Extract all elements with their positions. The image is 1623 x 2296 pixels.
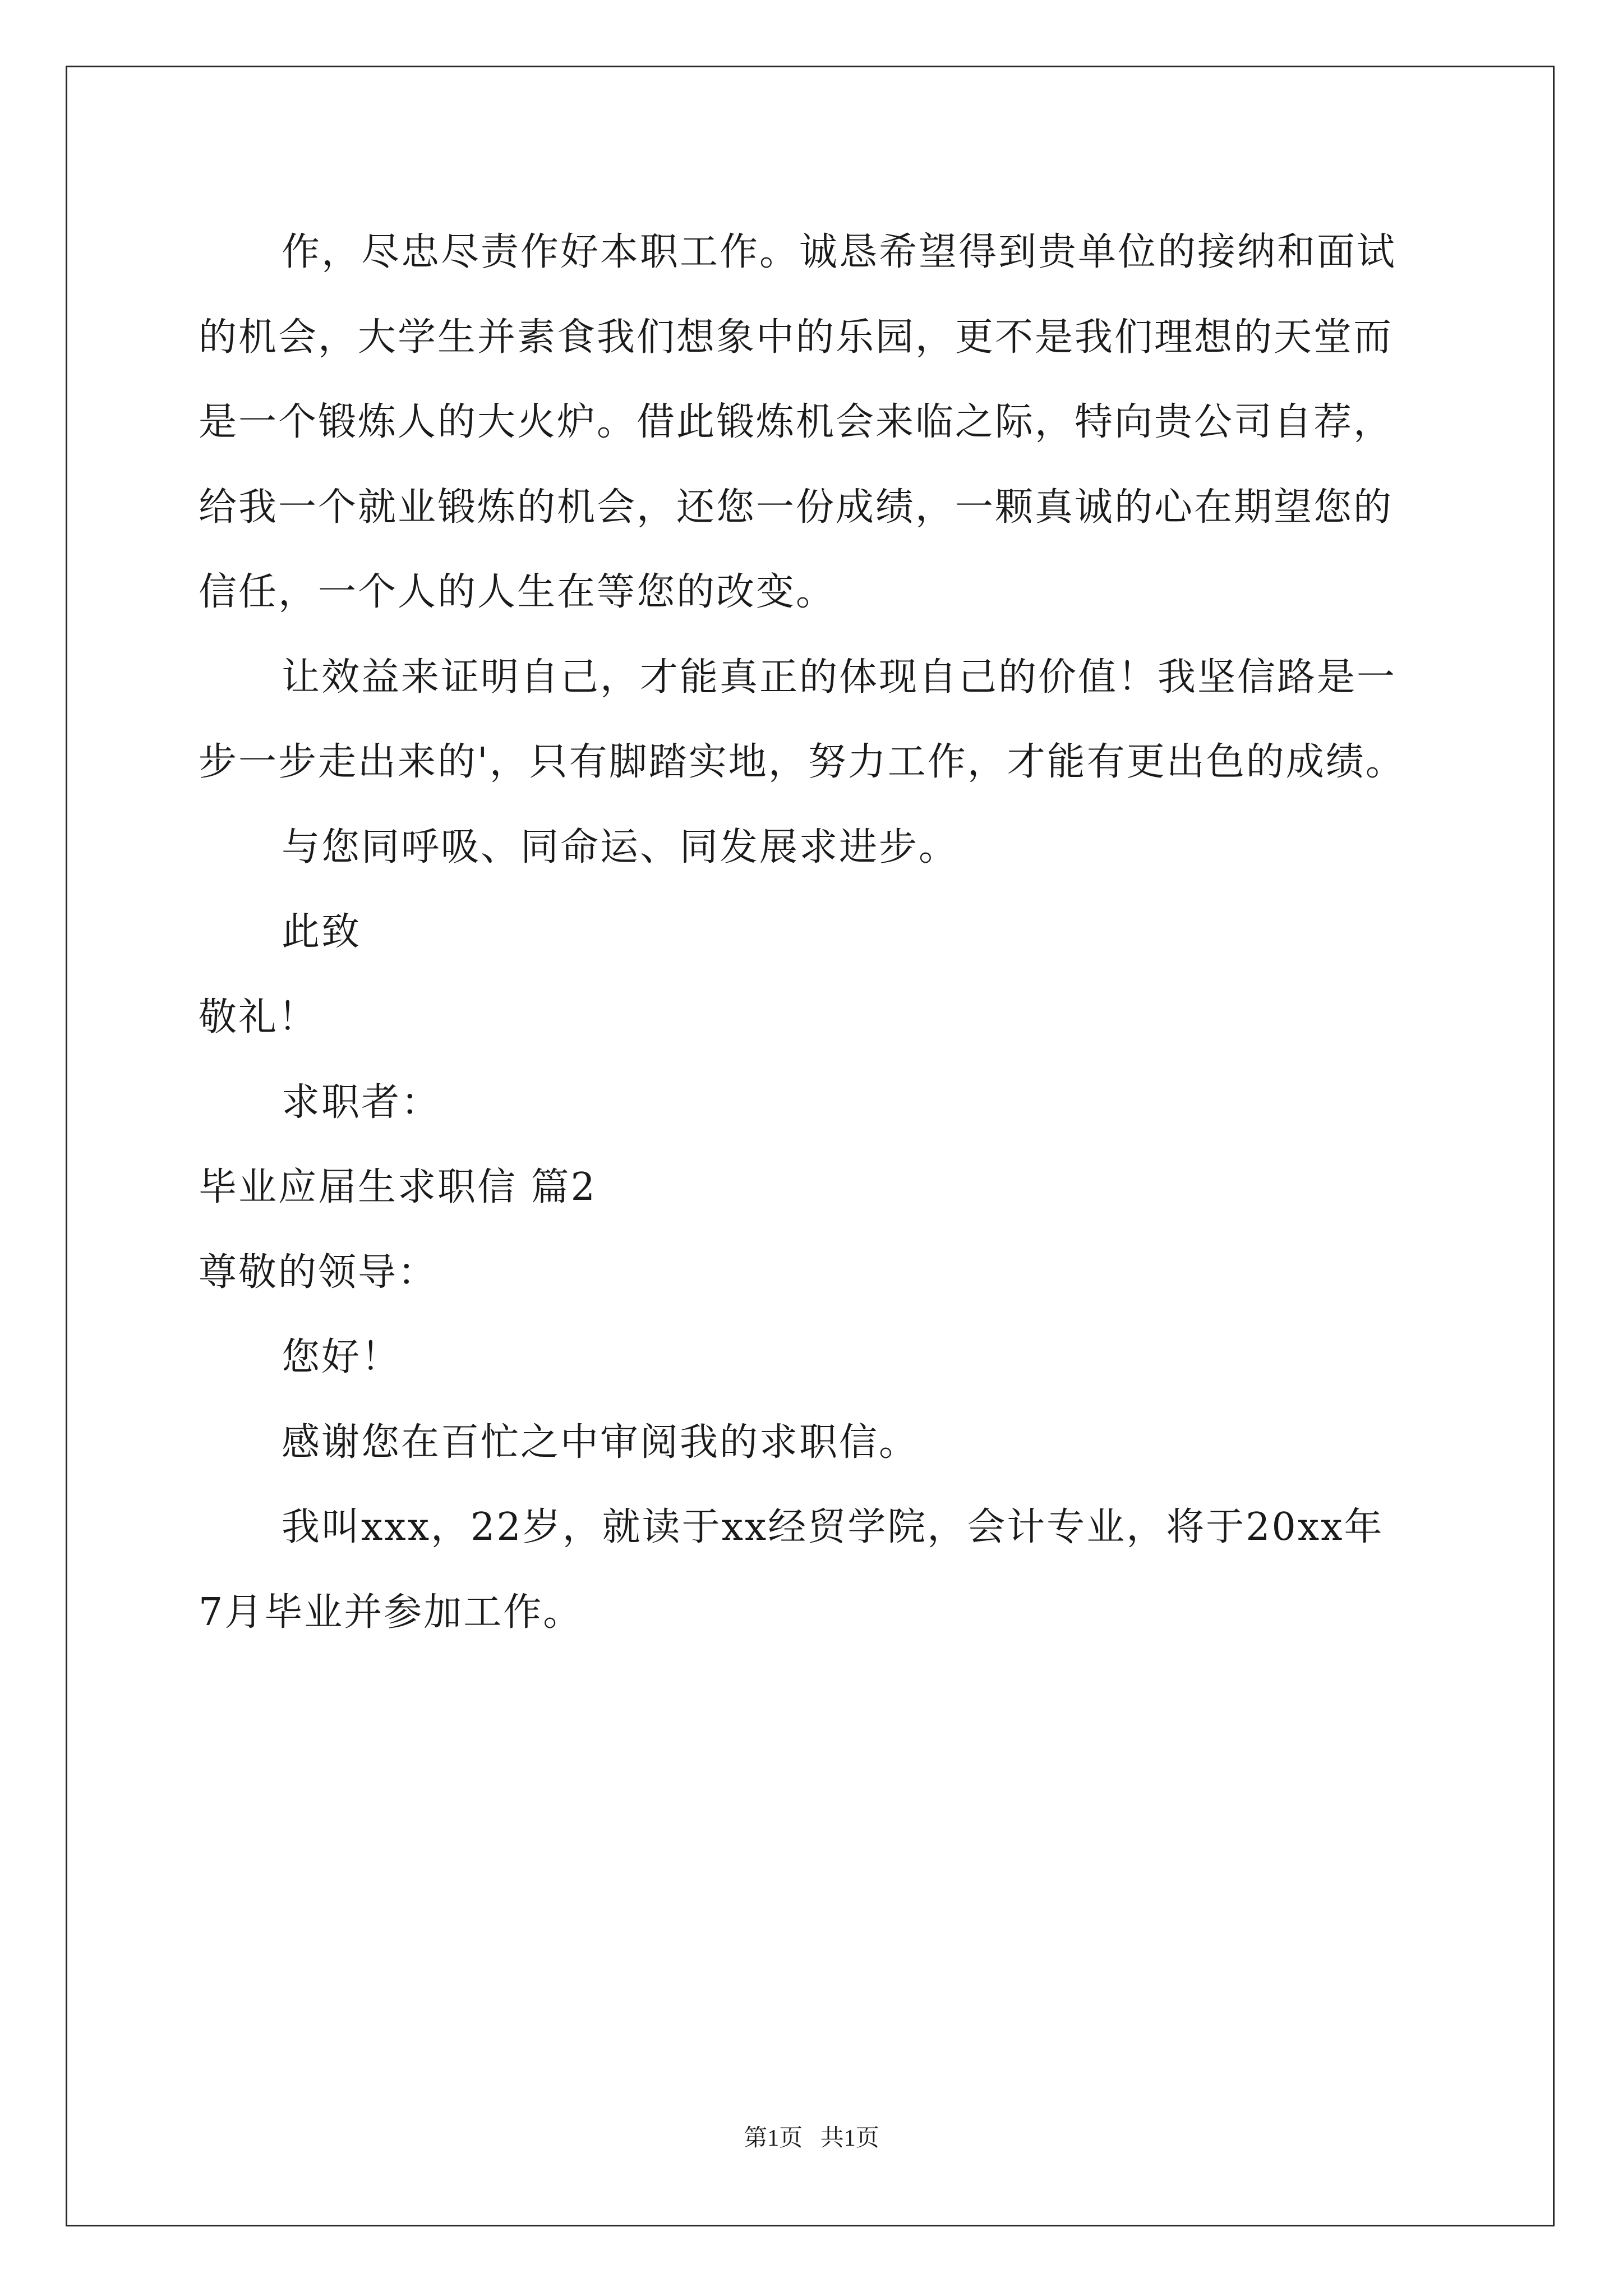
text-line: 您好！ (282, 1335, 402, 1379)
text-line: 此致 (282, 910, 362, 954)
text-line: 7月毕业并参加工作。 (199, 1590, 583, 1635)
text-line: 让效益来证明自己，才能真正的体现自己的价值！我坚信路是一 (282, 655, 1397, 700)
text-line: 给我一个就业锻炼的机会，还您一份成绩，一颗真诚的心在期望您的 (199, 485, 1394, 530)
text-line: 我叫xxx，22岁，就读于xx经贸学院，会计专业，将于20xx年 (282, 1505, 1384, 1549)
text-line: 信任，一个人的人生在等您的改变。 (199, 570, 836, 614)
text-line: 与您同呼吸、同命运、同发展求进步。 (282, 825, 959, 869)
text-line: 感谢您在百忙之中审阅我的求职信。 (282, 1420, 919, 1465)
text-line: 的机会，大学生并素食我们想象中的乐园，更不是我们理想的天堂而 (199, 315, 1394, 360)
page-number-footer: 第1页 共1页 (744, 2125, 879, 2151)
text-line: 敬礼！ (199, 995, 319, 1039)
text-line: 步一步走出来的'，只有脚踏实地，努力工作，才能有更出色的成绩。 (199, 740, 1405, 784)
text-line: 是一个锻炼人的大火炉。借此锻炼机会来临之际，特向贵公司自荐， (199, 400, 1394, 444)
text-line: 求职者： (282, 1080, 441, 1125)
section-heading: 毕业应届生求职信 篇2 (199, 1165, 597, 1209)
text-line: 作，尽忠尽责作好本职工作。诚恳希望得到贵单位的接纳和面试 (282, 230, 1397, 274)
text-line: 尊敬的领导： (199, 1250, 438, 1295)
page-border (66, 66, 1555, 2226)
